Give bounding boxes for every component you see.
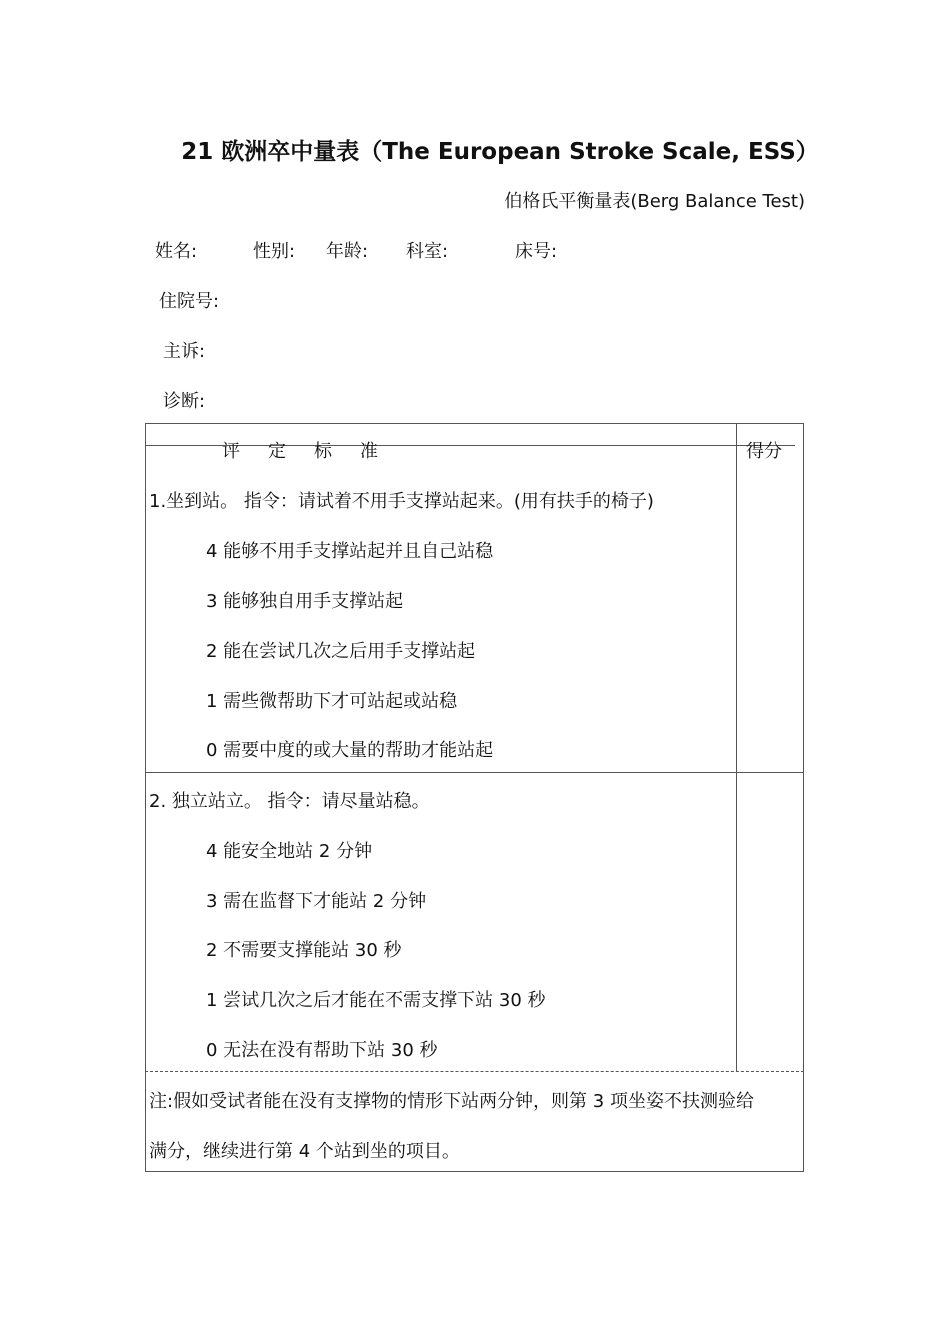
item-2-option: 0 无法在没有帮助下站 30 秒 <box>206 1040 438 1061</box>
header-criteria: 评定标准 <box>222 441 406 462</box>
bed-label: 床号: <box>515 241 558 262</box>
department-label: 科室: <box>406 241 449 262</box>
note-divider <box>145 1071 804 1072</box>
note-line-1: 注:假如受试者能在没有支撑物的情形下站两分钟，则第 3 项坐姿不扶测验给 <box>149 1091 754 1112</box>
item-1-option: 4 能够不用手支撑站起并且自己站稳 <box>206 541 494 562</box>
note-line-2: 满分，继续进行第 4 个站到坐的项目。 <box>149 1141 460 1162</box>
item-1-instruction: 1.坐到站。 指令：请试着不用手支撑站起来。(用有扶手的椅子) <box>149 491 654 512</box>
item-2-option: 3 需在监督下才能站 2 分钟 <box>206 891 427 912</box>
diagnosis-label: 诊断: <box>163 391 206 412</box>
gender-label: 性别: <box>253 241 296 262</box>
item-1-option: 1 需些微帮助下才可站起或站稳 <box>206 691 458 712</box>
item-2-option: 4 能安全地站 2 分钟 <box>206 841 373 862</box>
page-subtitle: 伯格氏平衡量表(Berg Balance Test) <box>504 191 805 212</box>
item-1-option: 0 需要中度的或大量的帮助才能站起 <box>206 740 494 761</box>
age-label: 年龄: <box>326 241 369 262</box>
item-2-instruction: 2. 独立站立。 指令：请尽量站稳。 <box>149 791 430 812</box>
header-score: 得分 <box>746 441 782 462</box>
item-1-option: 3 能够独自用手支撑站起 <box>206 591 404 612</box>
item-2-option: 2 不需要支撑能站 30 秒 <box>206 940 402 961</box>
name-label: 姓名: <box>155 241 198 262</box>
item-divider <box>145 772 804 773</box>
page-title: 21 欧洲卒中量表（The European Stroke Scale, ESS） <box>181 139 819 165</box>
item-2-option: 1 尝试几次之后才能在不需支撑下站 30 秒 <box>206 990 546 1011</box>
admission-no-label: 住院号: <box>159 291 220 312</box>
complaint-label: 主诉: <box>163 341 206 362</box>
score-column-divider <box>736 423 737 1072</box>
item-1-option: 2 能在尝试几次之后用手支撑站起 <box>206 641 476 662</box>
